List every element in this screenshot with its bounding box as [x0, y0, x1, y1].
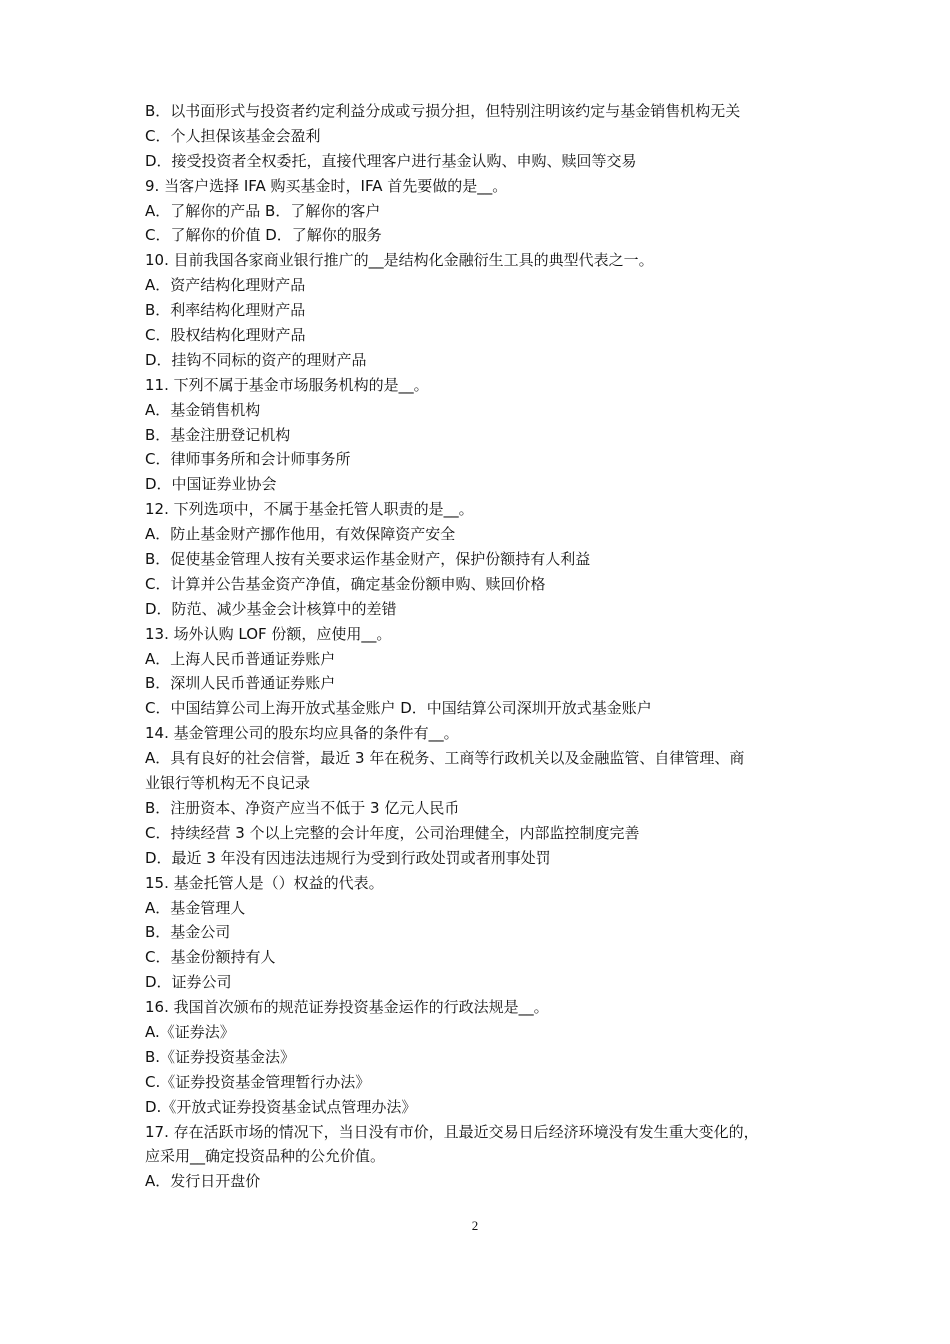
text-line: C．计算并公告基金资产净值，确定基金份额申购、赎回价格 [145, 574, 546, 593]
text-line: C.《证券投资基金管理暂行办法》 [145, 1072, 371, 1091]
text-line: C．股权结构化理财产品 [145, 326, 306, 345]
text-line: B．促使基金管理人按有关要求运作基金财产，保护份额持有人利益 [145, 550, 591, 569]
text-line: B．深圳人民币普通证券账户 [145, 674, 336, 693]
text-line: C．律师事务所和会计师事务所 [145, 450, 351, 469]
text-line: A.《证券法》 [145, 1022, 235, 1041]
text-line: B．注册资本、净资产应当不低于 3 亿元人民币 [145, 798, 460, 817]
text-line: C．中国结算公司上海开放式基金账户 D．中国结算公司深圳开放式基金账户 [145, 699, 652, 718]
text-line: 11. 下列不属于基金市场服务机构的是__。 [145, 375, 429, 394]
text-line: C．个人担保该基金会盈利 [145, 126, 321, 145]
text-line: B．以书面形式与投资者约定利益分成或亏损分担，但特别注明该约定与基金销售机构无关 [145, 102, 741, 120]
text-line: A．资产结构化理财产品 [145, 276, 306, 295]
text-line: C．基金份额持有人 [145, 948, 276, 967]
text-line: 13. 场外认购 LOF 份额，应使用__。 [145, 624, 392, 643]
text-line: 12. 下列选项中，不属于基金托管人职责的是__。 [145, 500, 474, 519]
text-line: 应采用__确定投资品种的公允价值。 [145, 1147, 386, 1166]
text-line: C．了解你的价值 D．了解你的服务 [145, 226, 382, 245]
document-body [145, 99, 813, 1194]
text-line: A．具有良好的社会信誉，最近 3 年在税务、工商等行政机关以及金融监管、自律管理、商 [145, 749, 745, 768]
text-line: A．发行日开盘价 [145, 1172, 261, 1191]
text-line: 15. 基金托管人是（）权益的代表。 [145, 873, 384, 892]
text-line: A．上海人民币普通证券账户 [145, 649, 336, 668]
text-line: A．基金销售机构 [145, 400, 261, 419]
text-line: D．挂钩不同标的资产的理财产品 [145, 350, 367, 369]
text-line: D.《开放式证券投资基金试点管理办法》 [145, 1097, 417, 1116]
text-line: C．持续经营 3 个以上完整的会计年度，公司治理健全，内部监控制度完善 [145, 823, 640, 842]
text-line: D．中国证券业协会 [145, 475, 277, 494]
text-line: B.《证券投资基金法》 [145, 1047, 296, 1066]
text-line: 10. 目前我国各家商业银行推广的__是结构化金融衍生工具的典型代表之一。 [145, 251, 654, 270]
text-line: D．防范、减少基金会计核算中的差错 [145, 599, 397, 618]
text-line: 14. 基金管理公司的股东均应具备的条件有__。 [145, 724, 459, 743]
text-line: A．防止基金财产挪作他用，有效保障资产安全 [145, 525, 456, 544]
text-line: B．基金公司 [145, 923, 231, 942]
text-line: 9. 当客户选择 IFA 购买基金时，IFA 首先要做的是__。 [145, 176, 508, 195]
text-line: A．基金管理人 [145, 898, 246, 917]
text-line: 16. 我国首次颁布的规范证券投资基金运作的行政法规是__。 [145, 998, 549, 1017]
text-line: D．证券公司 [145, 973, 232, 992]
text-line: 17. 存在活跃市场的情况下，当日没有市价，且最近交易日后经济环境没有发生重大变化的， [145, 1122, 759, 1141]
text-line: B．利率结构化理财产品 [145, 301, 306, 320]
page-number: 2 [471, 1218, 479, 1233]
text-line: A．了解你的产品 B．了解你的客户 [145, 201, 381, 220]
text-line: D．最近 3 年没有因违法违规行为受到行政处罚或者刑事处罚 [145, 848, 551, 867]
text-line: 业银行等机构无不良记录 [145, 774, 311, 793]
text-line: D．接受投资者全权委托，直接代理客户进行基金认购、申购、赎回等交易 [145, 151, 637, 170]
text-line: B．基金注册登记机构 [145, 425, 291, 444]
